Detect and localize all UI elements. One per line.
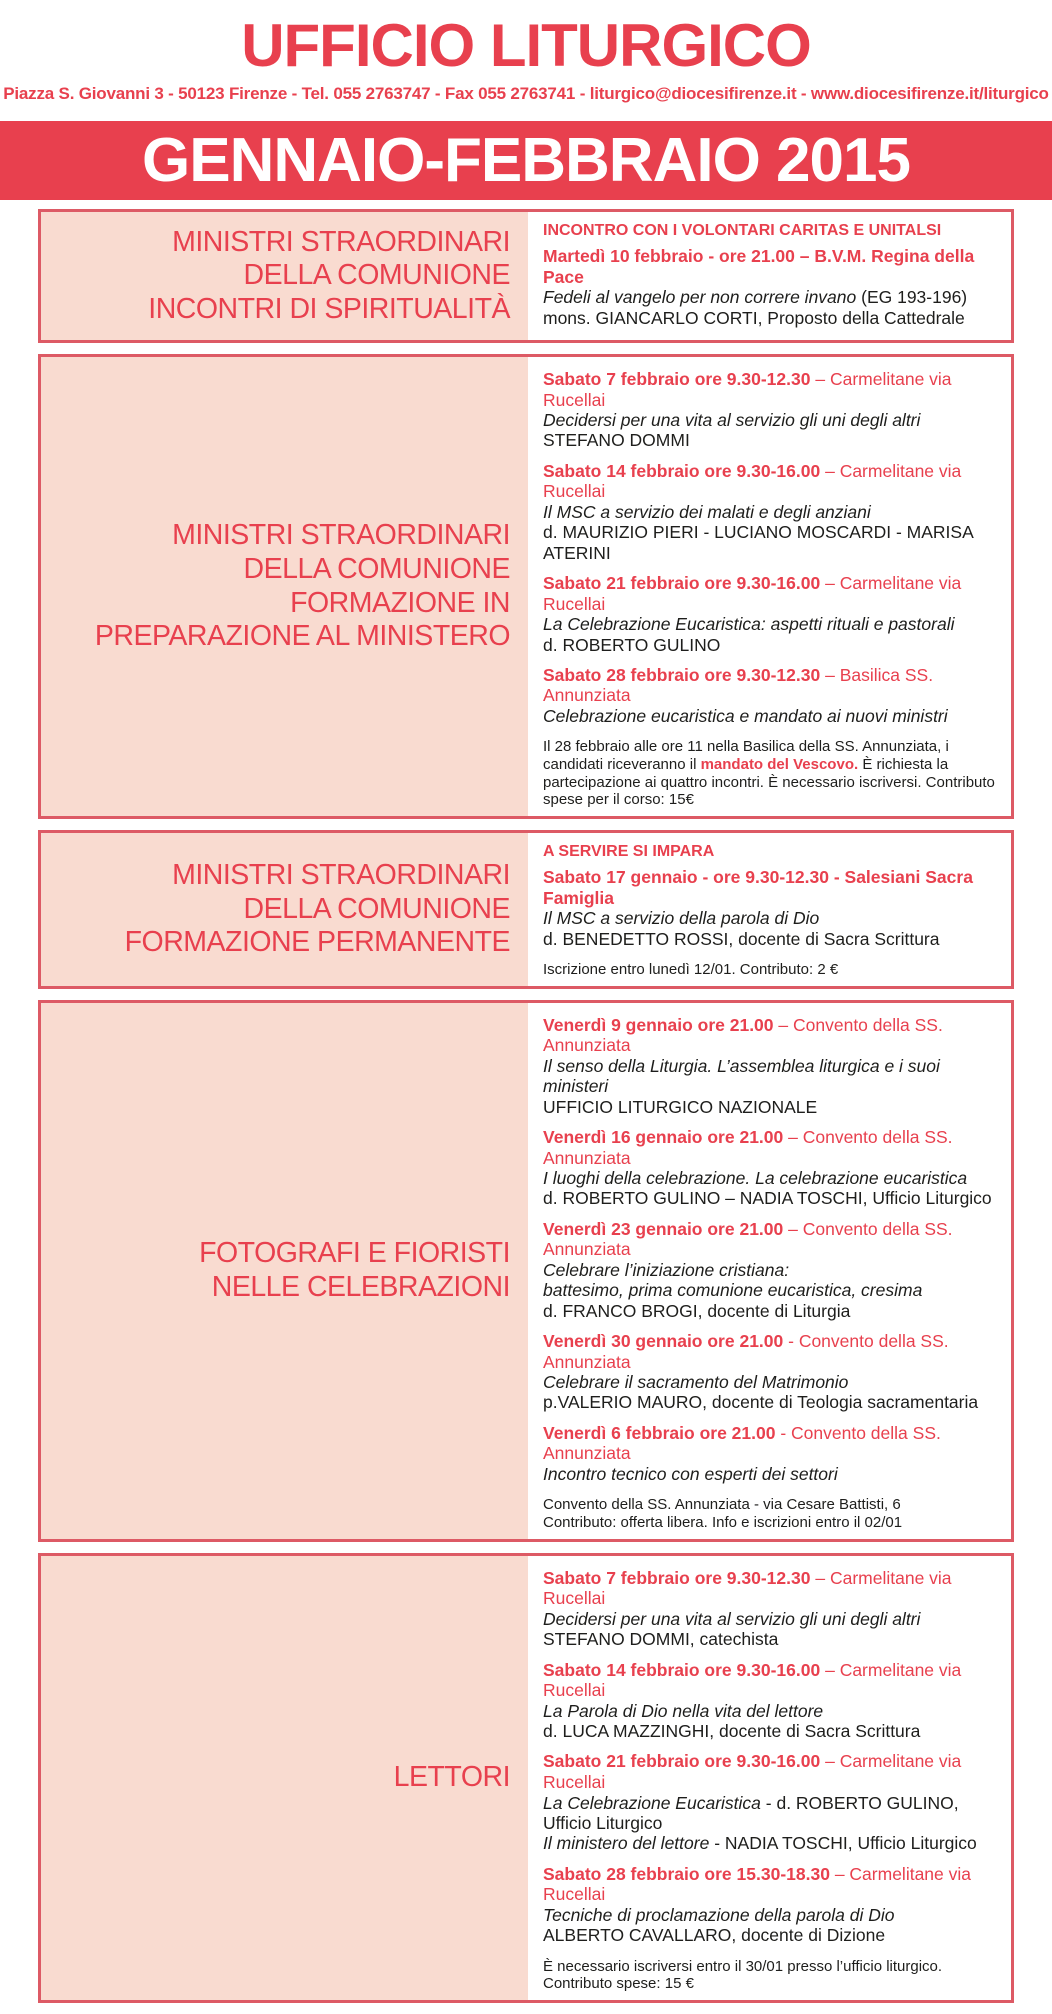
event-topic: Il MSC a servizio della parola di Dio xyxy=(543,908,820,929)
event-detail-line xyxy=(543,287,1003,307)
event xyxy=(543,1331,1003,1413)
section-title-line: INCONTRI DI SPIRITUALITÀ xyxy=(148,292,510,325)
section-title-line: LETTORI xyxy=(393,1761,510,1793)
event-date: Sabato 7 febbraio ore 9.30-12.30 xyxy=(543,1567,811,1588)
note-highlight: mandato del Vescovo. xyxy=(700,756,859,774)
event xyxy=(543,1219,1003,1321)
event-speaker: p.VALERIO MAURO, docente di Teologia sacramentaria xyxy=(543,1392,979,1413)
event-place: Convento della SS. Annunziata xyxy=(543,1014,943,1056)
event-detail-line xyxy=(543,1833,1003,1853)
event-topic: Celebrazione eucaristica e mandato ai nuovi ministri xyxy=(543,706,948,727)
event-speaker: STEFANO DOMMI xyxy=(543,430,690,451)
event-head xyxy=(543,1015,1003,1056)
event xyxy=(543,1568,1003,1650)
event-head xyxy=(543,1660,1003,1701)
event xyxy=(543,1015,1003,1117)
event-place: B.V.M. Regina della Pace xyxy=(543,246,975,287)
event-topic: Celebrare l’iniziazione cristiana: xyxy=(543,1260,790,1281)
section-events xyxy=(528,833,1011,986)
event-speaker: d. ROBERTO GULINO – NADIA TOSCHI, Ufficio Liturgico xyxy=(543,1188,992,1209)
event-detail-line xyxy=(543,1721,1003,1741)
event-topic: Decidersi per una vita al servizio gli uni degli altri xyxy=(543,1609,921,1630)
section-title-line: DELLA COMUNIONE xyxy=(243,552,510,585)
event-topic: Il MSC a servizio dei malati e degli anziani xyxy=(543,502,871,523)
event-speaker: d. FRANCO BROGI, docente di Liturgia xyxy=(543,1300,851,1321)
event-detail-line xyxy=(543,1097,1003,1117)
event xyxy=(543,573,1003,655)
sections-container xyxy=(38,209,1014,2003)
section-lettori xyxy=(38,1553,1014,2003)
section-title xyxy=(41,357,528,816)
event-place: Carmelitane via Rucellai xyxy=(543,368,952,410)
section-title-line: DELLA COMUNIONE xyxy=(243,259,510,292)
event-speaker: - d. ROBERTO GULINO, Ufficio Liturgico xyxy=(543,1792,959,1834)
event-detail-line xyxy=(543,1188,1003,1208)
event-date: Venerdì 6 febbraio ore 21.00 xyxy=(543,1422,776,1443)
event-head xyxy=(543,1331,1003,1372)
address-line: Piazza S. Giovanni 3 - 50123 Firenze - Tel. 055 2763747 - Fax 055 2763741 - liturgico@diocesifirenze.it - www.diocesifirenze.it/liturgico xyxy=(3,84,1049,103)
section-title xyxy=(41,1556,528,2000)
event-speaker: d. BENEDETTO ROSSI, docente di Sacra Scrittura xyxy=(543,928,940,949)
event-topic: Decidersi per una vita al servizio gli uni degli altri xyxy=(543,410,921,431)
event-head xyxy=(543,369,1003,410)
section-events xyxy=(528,357,1011,816)
event-detail-plain: (EG 193-196) xyxy=(856,287,968,308)
event-separator: – xyxy=(820,1751,840,1772)
section-title xyxy=(41,833,528,986)
event-place: Carmelitane via Rucellai xyxy=(543,572,962,614)
event xyxy=(543,665,1003,727)
event-detail-line xyxy=(543,502,1003,522)
event-topic: Celebrare il sacramento del Matrimonio xyxy=(543,1372,849,1393)
event-separator: - xyxy=(775,1422,792,1443)
event-date: Sabato 21 febbraio ore 9.30-16.00 xyxy=(543,572,821,593)
event-detail-line xyxy=(543,1793,1003,1834)
event-head xyxy=(543,573,1003,614)
event-place: Salesiani Sacra Famiglia xyxy=(543,867,973,908)
event-head xyxy=(543,1864,1003,1905)
note-line: Convento della SS. Annunziata - via Cesare Battisti, 6 xyxy=(543,1496,901,1514)
event-topic: Tecniche di proclamazione della parola di Dio xyxy=(543,1904,895,1925)
section-title xyxy=(41,212,528,340)
event-speaker: ALBERTO CAVALLARO, docente di Dizione xyxy=(543,1925,886,1946)
event-speaker: UFFICIO LITURGICO NAZIONALE xyxy=(543,1096,818,1117)
event-separator: – xyxy=(810,1567,830,1588)
event-topic: I luoghi della celebrazione. La celebrazione eucaristica xyxy=(543,1168,968,1189)
event-date: Venerdì 30 gennaio ore 21.00 xyxy=(543,1330,784,1351)
section-note xyxy=(543,1496,1003,1531)
event-detail-line xyxy=(543,1609,1003,1629)
event-speaker: STEFANO DOMMI, catechista xyxy=(543,1629,779,1650)
event-date: Venerdì 16 gennaio ore 21.00 xyxy=(543,1126,784,1147)
event xyxy=(543,1660,1003,1742)
note-text: È richiesta la partecipazione ai quattro incontri. È necessario iscriversi. Contributo spese per il corso: 15€ xyxy=(543,756,995,809)
period-banner: GENNAIO-FEBBRAIO 2015 xyxy=(0,121,1052,200)
section-ministri-formazione-permanente xyxy=(38,830,1014,989)
event-separator: – xyxy=(820,664,840,685)
event-separator: – xyxy=(829,1863,850,1884)
section-fotografi-fioristi xyxy=(38,1000,1014,1542)
event-date: Sabato 21 febbraio ore 9.30-16.00 xyxy=(543,1751,821,1772)
event-detail-line xyxy=(543,1056,1003,1097)
event-topic: battesimo, prima comunione eucaristica, cresima xyxy=(543,1280,923,1301)
events-subtitle: A SERVIRE SI IMPARA xyxy=(543,843,715,861)
event-topic: La Parola di Dio nella vita del lettore xyxy=(543,1700,824,1721)
event-detail-line xyxy=(543,1701,1003,1721)
event-separator: – xyxy=(773,1014,793,1035)
event-detail-line xyxy=(543,522,1003,563)
event-head xyxy=(543,1568,1003,1609)
event-detail-line xyxy=(543,706,1003,726)
event-detail-line xyxy=(543,430,1003,450)
event-date: Venerdì 23 gennaio ore 21.00 xyxy=(543,1218,784,1239)
page-header xyxy=(0,0,1052,104)
section-note: È necessario iscriversi entro il 30/01 presso l’ufficio liturgico. Contributo spese: 15 € xyxy=(543,1957,943,1993)
event-topic: Fedeli al vangelo per non correre invano xyxy=(543,287,857,308)
event-head xyxy=(543,1751,1003,1792)
event-detail-line xyxy=(543,1629,1003,1649)
event-topic: Il senso della Liturgia. L’assemblea liturgica e i suoi ministeri xyxy=(543,1055,940,1097)
event xyxy=(543,1423,1003,1485)
event xyxy=(543,1864,1003,1946)
event-place: Carmelitane via Rucellai xyxy=(543,1751,962,1793)
event-separator: – xyxy=(794,246,815,266)
event-topic: La Celebrazione Eucaristica xyxy=(543,1792,761,1813)
event-head xyxy=(543,246,1003,287)
event-date: Sabato 7 febbraio ore 9.30-12.30 xyxy=(543,368,811,389)
event xyxy=(543,867,1003,949)
event-speaker: mons. GIANCARLO CORTI, Proposto della Cattedrale xyxy=(543,307,965,328)
event-separator: – xyxy=(820,460,840,481)
note-line: Contributo: offerta libera. Info e iscrizioni entro il 02/01 xyxy=(543,1514,903,1532)
event-place: Convento della SS. Annunziata xyxy=(543,1422,941,1464)
event-place: Carmelitane via Rucellai xyxy=(543,460,962,502)
event-detail-line xyxy=(543,929,1003,949)
event-head xyxy=(543,1423,1003,1464)
section-title-line: MINISTRI STRAORDINARI xyxy=(172,519,510,552)
note-text: Il 28 febbraio alle ore 11 nella Basilica della SS. Annunziata, i candidati riceveranno il xyxy=(543,738,949,774)
event-detail-line xyxy=(543,1301,1003,1321)
event-head xyxy=(543,665,1003,706)
event-topic: Il ministero del lettore xyxy=(543,1833,710,1854)
event-date: Sabato 14 febbraio ore 9.30-16.00 xyxy=(543,1659,821,1680)
event-speaker: - NADIA TOSCHI, Ufficio Liturgico xyxy=(709,1833,977,1854)
section-title-line: DELLA COMUNIONE xyxy=(243,892,510,925)
event-date: Venerdì 9 gennaio ore 21.00 xyxy=(543,1014,774,1035)
event-place: Basilica SS. Annunziata xyxy=(543,664,934,706)
event-separator: - xyxy=(783,1330,799,1351)
event-place: Carmelitane via Rucellai xyxy=(543,1567,952,1609)
section-title-line: FORMAZIONE PERMANENTE xyxy=(124,926,510,959)
section-note xyxy=(543,738,1003,809)
event-detail-line xyxy=(543,908,1003,928)
event-separator: – xyxy=(783,1218,803,1239)
event-speaker: d. ROBERTO GULINO xyxy=(543,634,721,655)
event-detail-line xyxy=(543,635,1003,655)
event-head xyxy=(543,1219,1003,1260)
event xyxy=(543,246,1003,328)
event-detail-line xyxy=(543,410,1003,430)
event-detail-line xyxy=(543,1372,1003,1392)
event-detail-line xyxy=(543,308,1003,328)
event-head xyxy=(543,461,1003,502)
event-separator: - xyxy=(828,867,845,888)
event-detail-line xyxy=(543,1280,1003,1300)
section-title-line: FOTOGRAFI E FIORISTI xyxy=(199,1237,510,1270)
org-title: UFFICIO LITURGICO xyxy=(241,12,811,79)
section-title xyxy=(41,1003,528,1539)
event-place: Convento della SS. Annunziata xyxy=(543,1126,953,1168)
event-detail-line xyxy=(543,1905,1003,1925)
event-separator: – xyxy=(783,1126,803,1147)
section-title-line: MINISTRI STRAORDINARI xyxy=(172,225,510,258)
event-separator: – xyxy=(820,1659,840,1680)
section-events xyxy=(528,1003,1011,1539)
event-head xyxy=(543,1127,1003,1168)
event-date: Martedì 10 febbraio - ore 21.00 xyxy=(543,246,795,266)
event-date: Sabato 17 gennaio - ore 9.30-12.30 xyxy=(543,867,829,888)
event-head xyxy=(543,867,1003,908)
section-title-line: FORMAZIONE IN xyxy=(290,586,510,619)
event xyxy=(543,1127,1003,1209)
events-subtitle: INCONTRO CON I VOLONTARI CARITAS E UNITALSI xyxy=(543,222,942,239)
event-detail-line xyxy=(543,1392,1003,1412)
event-detail-line xyxy=(543,1925,1003,1945)
event-separator: – xyxy=(810,368,830,389)
section-title-line: PREPARAZIONE AL MINISTERO xyxy=(94,620,510,653)
event-place: Carmelitane via Rucellai xyxy=(543,1659,962,1701)
event-detail-line xyxy=(543,1260,1003,1280)
section-events xyxy=(528,212,1011,340)
section-title-line: NELLE CELEBRAZIONI xyxy=(211,1270,510,1303)
event-topic: Incontro tecnico con esperti dei settori xyxy=(543,1464,838,1485)
event-topic: La Celebrazione Eucaristica: aspetti rituali e pastorali xyxy=(543,614,955,635)
event-detail-line xyxy=(543,1464,1003,1484)
section-ministri-spiritualita xyxy=(38,209,1014,343)
section-events xyxy=(528,1556,1011,2000)
event xyxy=(543,369,1003,451)
event-detail-line xyxy=(543,1168,1003,1188)
event xyxy=(543,461,1003,563)
event-speaker: d. LUCA MAZZINGHI, docente di Sacra Scrittura xyxy=(543,1721,921,1742)
event-place: Convento della SS. Annunziata xyxy=(543,1330,949,1372)
section-note: Iscrizione entro lunedì 12/01. Contributo: 2 € xyxy=(543,961,839,978)
event-speaker: d. MAURIZIO PIERI - LUCIANO MOSCARDI - MARISA ATERINI xyxy=(543,522,973,563)
event-date: Sabato 28 febbraio ore 15.30-18.30 xyxy=(543,1863,830,1884)
event-date: Sabato 14 febbraio ore 9.30-16.00 xyxy=(543,460,821,481)
event-separator: – xyxy=(820,572,840,593)
event-date: Sabato 28 febbraio ore 9.30-12.30 xyxy=(543,664,821,685)
event-place: Convento della SS. Annunziata xyxy=(543,1218,953,1260)
event-detail-line xyxy=(543,614,1003,634)
event-place: Carmelitane via Rucellai xyxy=(543,1863,971,1905)
section-ministri-formazione-preparazione xyxy=(38,354,1014,819)
event xyxy=(543,1751,1003,1853)
section-title-line: MINISTRI STRAORDINARI xyxy=(172,858,510,891)
